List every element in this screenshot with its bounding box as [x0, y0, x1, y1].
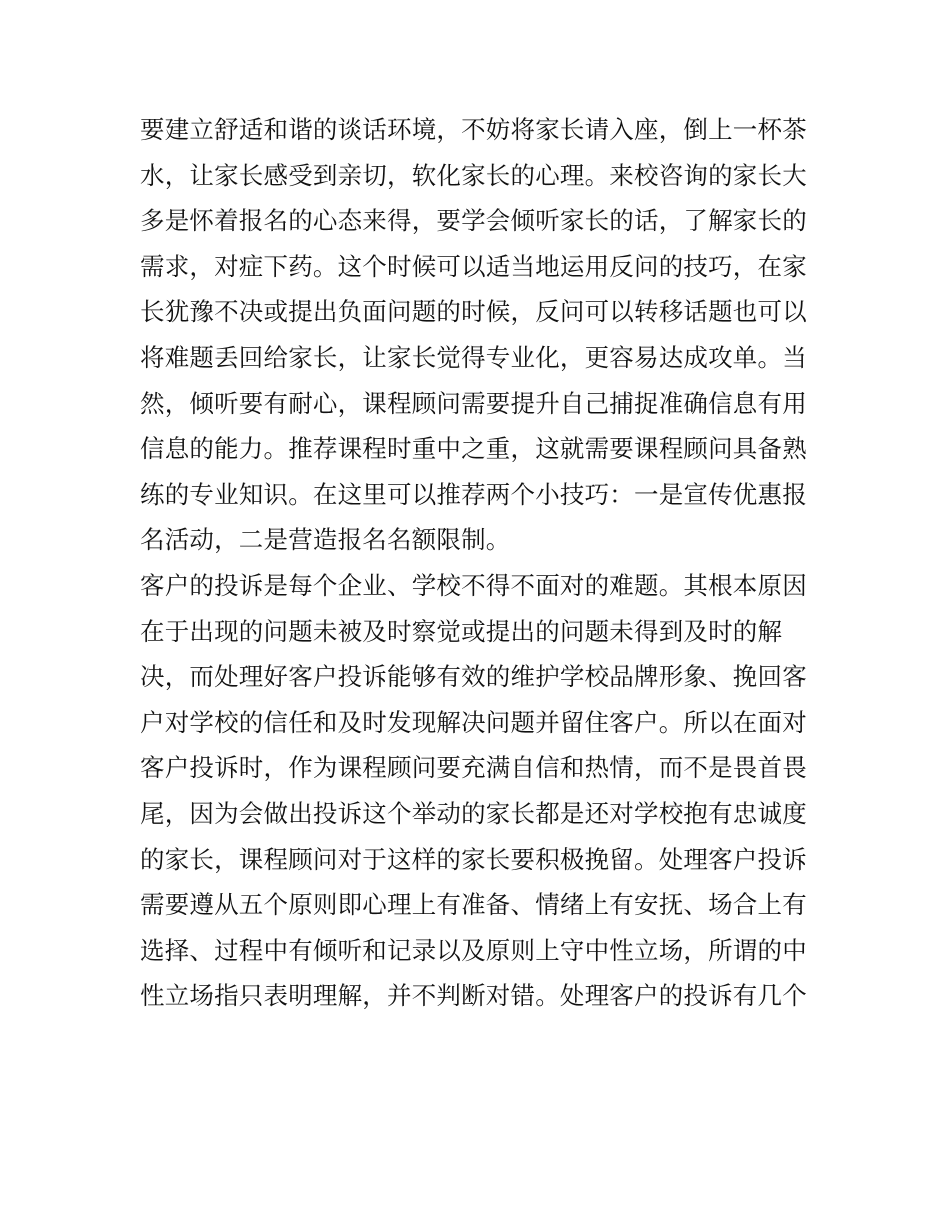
text-line: 练的专业知识。在这里可以推荐两个小技巧：一是宣传优惠报	[140, 479, 807, 509]
text-line: 性立场指只表明理解，并不判断对错。处理客户的投诉有几个	[140, 981, 807, 1011]
text-line: 然，倾听要有耐心，课程顾问需要提升自己捕捉准确信息有用	[140, 388, 807, 418]
text-line: 需求，对症下药。这个时候可以适当地运用反问的技巧，在家	[140, 251, 807, 281]
text-line: 选择、过程中有倾听和记录以及原则上守中性立场，所谓的中	[140, 935, 807, 965]
text-line: 户对学校的信任和及时发现解决问题并留住客户。所以在面对	[140, 707, 807, 737]
text-line: 长犹豫不决或提出负面问题的时候，反问可以转移话题也可以	[140, 297, 807, 327]
text-line: 的家长，课程顾问对于这样的家长要积极挽留。处理客户投诉	[140, 844, 807, 874]
text-line: 名活动，二是营造报名名额限制。	[140, 525, 511, 555]
text-line: 在于出现的问题未被及时察觉或提出的问题未得到及时的解	[140, 616, 783, 646]
text-line: 尾，因为会做出投诉这个举动的家长都是还对学校抱有忠诚度	[140, 798, 807, 828]
text-line: 客户投诉时，作为课程顾问要充满自信和热情，而不是畏首畏	[140, 753, 807, 783]
text-line: 将难题丢回给家长，让家长觉得专业化，更容易达成攻单。当	[140, 342, 807, 372]
text-line: 信息的能力。推荐课程时重中之重，这就需要课程顾问具备熟	[140, 434, 807, 464]
body-text	[140, 107, 830, 1019]
text-line: 要建立舒适和谐的谈话环境，不妨将家长请入座，倒上一杯茶	[140, 115, 807, 144]
text-line: 决，而处理好客户投诉能够有效的维护学校品牌形象、挽回客	[140, 662, 807, 692]
text-line: 水，让家长感受到亲切，软化家长的心理。来校咨询的家长大	[140, 160, 807, 190]
text-line: 客户的投诉是每个企业、学校不得不面对的难题。其根本原因	[140, 570, 807, 600]
text-line: 多是怀着报名的心态来得，要学会倾听家长的话，了解家长的	[140, 206, 807, 236]
text-line: 需要遵从五个原则即心理上有准备、情绪上有安抚、场合上有	[140, 890, 807, 920]
